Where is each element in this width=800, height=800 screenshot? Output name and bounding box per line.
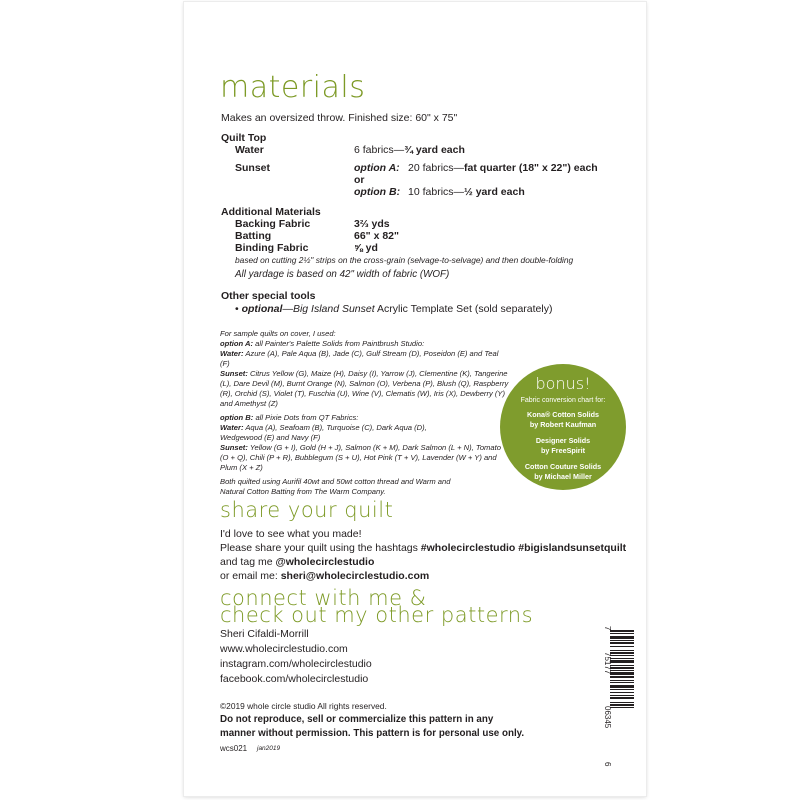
barcode-bar (610, 646, 634, 647)
barcode-digits-right: 75177 (603, 652, 612, 675)
barcode-bar (610, 689, 634, 690)
samples-option-a-sunset: Sunset: Citrus Yellow (G), Maize (H), Daisy (I), Yarrow (J), Clementine (K), Tangerine (L), Dare Devil (M), Burnt Orange (N), Salmon (O), Verbena (P), Blush (Q), Raspberry (R), Orchid (S), Violet (T), Fuschia (U), Wine (V), Clematis (W), Iris (X), Dewberry (Y) and Amethyst (Z) (220, 369, 509, 408)
bonus-item-kona: Kona® Cotton Solids by Robert Kaufman (527, 410, 599, 429)
barcode-bar (610, 650, 634, 651)
option-b-label: option B: (354, 186, 401, 198)
barcode (596, 622, 634, 772)
connect-heading-line-1: connect with me & (220, 586, 427, 610)
samples-option-b: option B: all Pixie Dots from QT Fabrics: (220, 413, 359, 422)
samples-option-b-sunset: Sunset: Yellow (G + I), Gold (H + J), Salmon (K + M), Dark Salmon (L + N), Tomato (O + Q), Chili (P + R), Bubblegum (S + U), Hot Pink (T + V), Lavender (W + Y) and Plum (X + Z) (220, 443, 501, 472)
bonus-title: bonus! (535, 374, 591, 393)
share-line-1: I'd love to see what you made! (220, 528, 362, 540)
instagram-link[interactable]: instagram.com/wholecirclestudio (220, 658, 372, 670)
quilting-note: Both quilted using Aurifil 40wt and 50wt cotton thread and Warm and Natural Cotton Batting from The Warm Company. (220, 477, 451, 496)
yardage-note: All yardage is based on 42" width of fabric (WOF) (235, 269, 450, 280)
samples-option-b-water: Water: Aqua (A), Seafoam (B), Turquoise (C), Dark Aqua (D), Wedgewood (E) and Navy (F) (220, 423, 427, 442)
barcode-bars (610, 630, 634, 708)
barcode-bar (610, 680, 634, 681)
option-b-value: 10 fabrics—½ yard each (408, 186, 525, 198)
share-line-3: and tag me @wholecirclestudio (220, 556, 375, 568)
bonus-badge (500, 364, 626, 496)
materials-heading: materials (220, 70, 366, 105)
backing-label: Backing Fabric (235, 218, 311, 230)
pattern-date: jan2019 (257, 745, 281, 752)
barcode-digit-end: 7 (603, 626, 612, 631)
copyright-text: ©2019 whole circle studio All rights reserved. (220, 701, 387, 711)
share-line-2: Please share your quilt using the hashtags #wholecirclestudio #bigislandsunsetquilt (220, 542, 627, 554)
website-link[interactable]: www.wholecirclestudio.com (220, 643, 348, 655)
share-heading: share your quilt (220, 498, 394, 522)
bonus-page-ref: on page 9 (547, 487, 579, 496)
barcode-digits-mid: 06345 (603, 706, 612, 729)
barcode-bar (610, 640, 634, 641)
warning-line-2: manner without permission. This pattern is for personal use only. (220, 728, 525, 739)
or-label: or (354, 174, 365, 186)
barcode-bar (610, 636, 634, 639)
other-tools-heading: Other special tools (221, 290, 316, 302)
bonus-item-designer: Designer Solids by FreeSpirit (535, 436, 591, 455)
barcode-bar (610, 697, 634, 699)
samples-notes (220, 329, 510, 497)
quilt-top-heading: Quilt Top (221, 132, 267, 144)
barcode-bar (610, 633, 634, 634)
barcode-bar (610, 642, 634, 644)
option-a-value: 20 fabrics—fat quarter (18" x 22") each (408, 162, 598, 174)
warning-line-1: Do not reproduce, sell or commercialize this pattern in any (220, 714, 494, 725)
bonus-subtitle: Fabric conversion chart for: (520, 397, 606, 404)
barcode-bar (610, 658, 634, 659)
binding-value: ⅝ yd (354, 242, 378, 254)
water-value: 6 fabrics—¾ yard each (354, 144, 465, 156)
barcode-bar (610, 676, 634, 678)
water-label: Water (235, 144, 264, 156)
barcode-digit-left: 6 (603, 762, 612, 767)
barcode-bar (610, 702, 634, 703)
barcode-bar (610, 630, 634, 632)
pattern-code: wcs021 (220, 744, 248, 753)
samples-intro: For sample quilts on cover, I used: (220, 329, 336, 338)
tools-item: • optional—Big Island Sunset Acrylic Template Set (sold separately) (235, 303, 553, 315)
binding-label: Binding Fabric (235, 242, 309, 254)
binding-note: based on cutting 2½" strips on the cross-grain (selvage-to-selvage) and then double-folding (235, 255, 574, 265)
barcode-bar (610, 682, 634, 683)
barcode-bar (610, 672, 634, 675)
samples-option-a: option A: all Painter's Palette Solids from Paintbrush Studio: (220, 339, 425, 348)
barcode-bar (610, 707, 634, 708)
barcode-bar (610, 704, 634, 706)
batting-value: 66" x 82" (354, 230, 399, 242)
barcode-bar (610, 655, 634, 656)
barcode-bar (610, 685, 634, 688)
barcode-bar (610, 660, 634, 663)
bonus-item-couture: Cotton Couture Solids by Michael Miller (524, 462, 602, 481)
sunset-label: Sunset (235, 162, 271, 174)
backing-value: 3⅔ yds (354, 218, 390, 230)
barcode-bar (610, 670, 634, 671)
barcode-bar (610, 692, 634, 693)
connect-heading-line-2: check out my other patterns (220, 603, 534, 627)
barcode-bar (610, 652, 634, 654)
share-line-4: or email me: sheri@wholecirclestudio.com (220, 570, 430, 582)
facebook-link[interactable]: facebook.com/wholecirclestudio (220, 673, 369, 685)
designer-name: Sheri Cifaldi-Morrill (220, 628, 309, 640)
barcode-bar (610, 695, 634, 696)
option-a-label: option A: (354, 162, 400, 174)
barcode-bar (610, 665, 634, 666)
barcode-bar (610, 667, 634, 669)
finished-size-text: Makes an oversized throw. Finished size: 60" x 75" (221, 112, 458, 124)
additional-materials-heading: Additional Materials (221, 206, 321, 218)
batting-label: Batting (235, 230, 272, 242)
pattern-back-cover (184, 2, 646, 796)
samples-option-a-water: Water: Azure (A), Pale Aqua (B), Jade (C), Gulf Stream (D), Poseidon (E) and Teal (F) (220, 349, 499, 368)
